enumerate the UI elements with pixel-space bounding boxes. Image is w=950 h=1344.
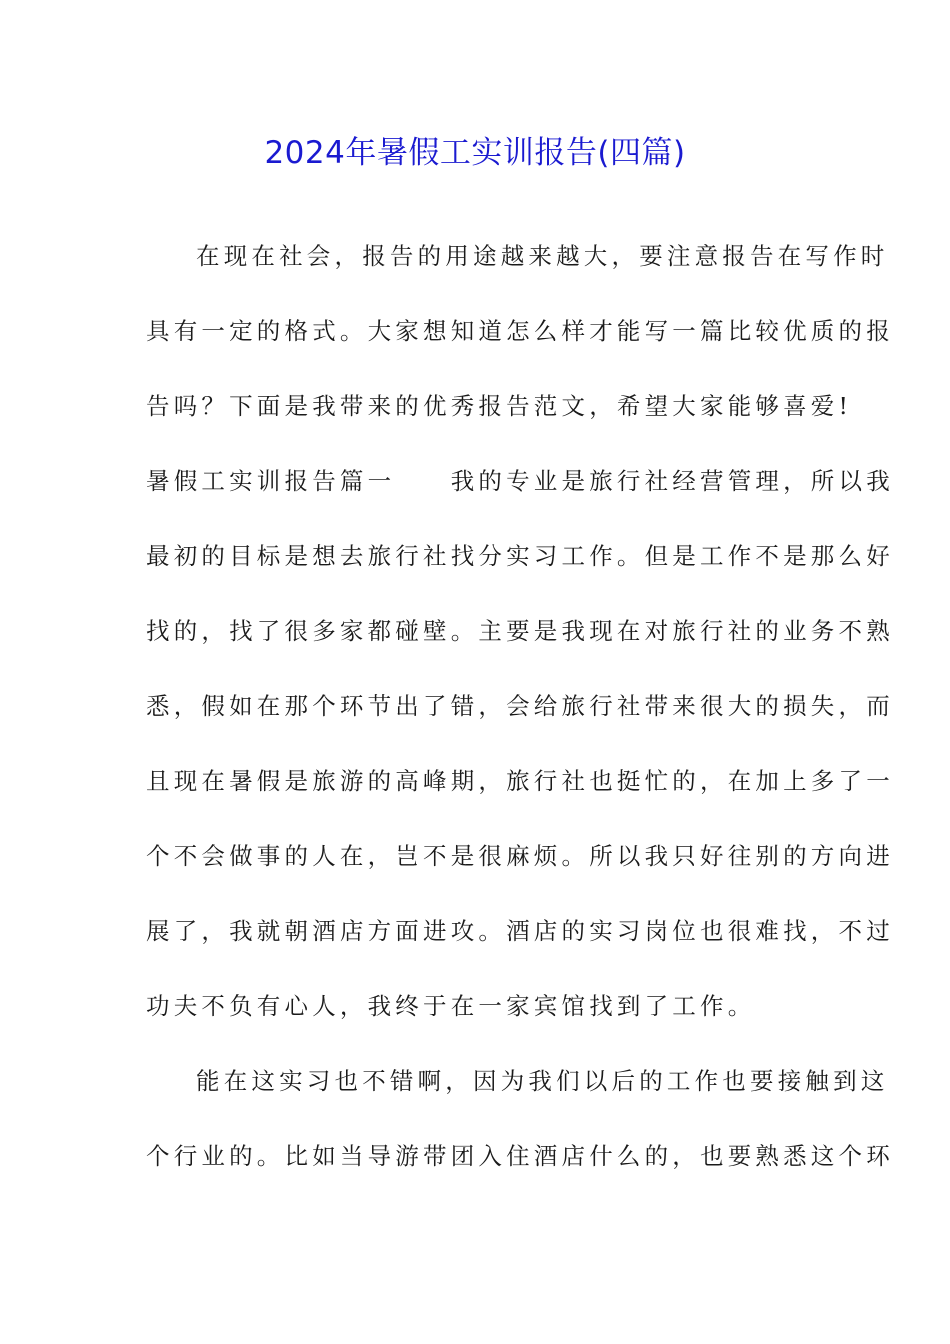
paragraph-line: 告吗？下面是我带来的优秀报告范文，希望大家能够喜爱!	[146, 392, 853, 420]
paragraph-line: 悉，假如在那个环节出了错，会给旅行社带来很大的损失，而	[146, 692, 894, 720]
paragraph-line: 最初的目标是想去旅行社找分实习工作。但是工作不是那么好	[146, 542, 894, 570]
document-title: 2024年暑假工实训报告(四篇)	[264, 135, 686, 171]
paragraph-line: 在现在社会，报告的用途越来越大，要注意报告在写作时	[196, 242, 889, 270]
paragraph-line: 找的，找了很多家都碰壁。主要是我现在对旅行社的业务不熟	[146, 617, 894, 645]
paragraph-line: 个行业的。比如当导游带团入住酒店什么的，也要熟悉这个环	[146, 1142, 894, 1170]
paragraph-line: 具有一定的格式。大家想知道怎么样才能写一篇比较优质的报	[146, 317, 894, 345]
paragraph-line: 展了，我就朝酒店方面进攻。酒店的实习岗位也很难找，不过	[146, 917, 894, 945]
paragraph-line: 个不会做事的人在，岂不是很麻烦。所以我只好往别的方向进	[146, 842, 894, 870]
paragraph-line: 能在这实习也不错啊，因为我们以后的工作也要接触到这	[196, 1067, 889, 1095]
paragraph-line: 功夫不负有心人，我终于在一家宾馆找到了工作。	[146, 992, 756, 1020]
paragraph-line: 且现在暑假是旅游的高峰期，旅行社也挺忙的，在加上多了一	[146, 767, 894, 795]
paragraph-line: 暑假工实训报告篇一 我的专业是旅行社经营管理，所以我	[146, 467, 894, 495]
